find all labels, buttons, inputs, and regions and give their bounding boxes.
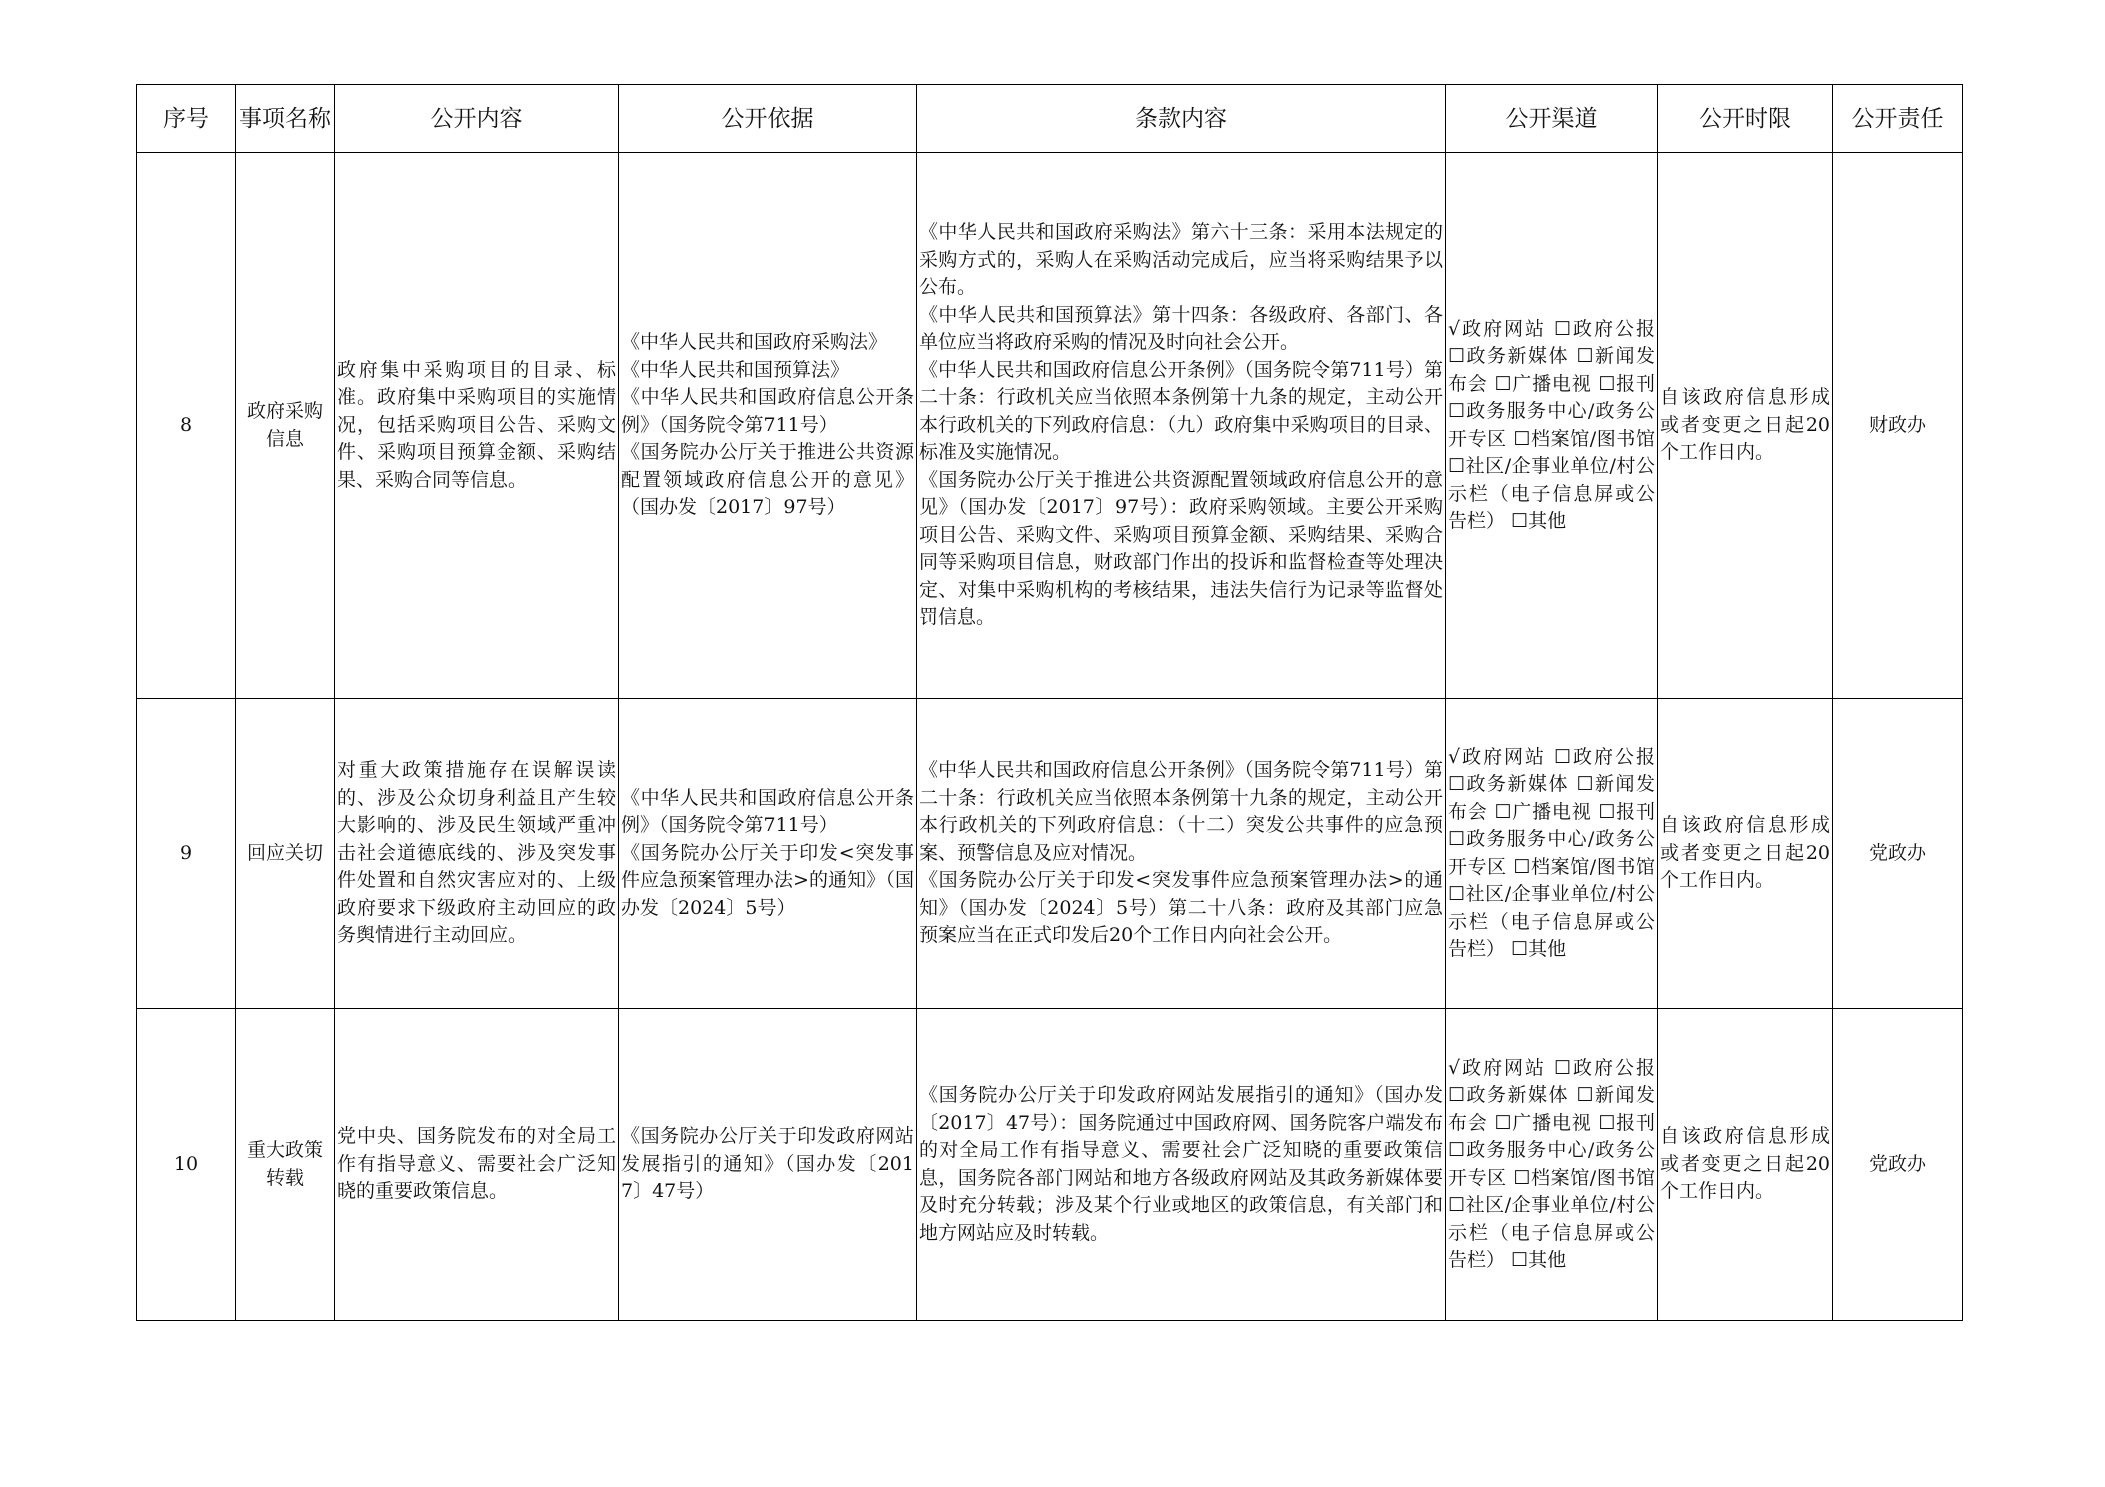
table-row xyxy=(137,153,1963,699)
header-clauses: 条款内容 xyxy=(917,85,1446,153)
header-basis: 公开依据 xyxy=(619,85,917,153)
row-index: 10 xyxy=(137,1009,236,1321)
header-channels: 公开渠道 xyxy=(1446,85,1658,153)
row-content: 政府集中采购项目的目录、标准。政府集中采购项目的实施情况，包括采购项目公告、采购文件、采购项目预算金额、采购结果、采购合同等信息。 xyxy=(335,153,619,699)
row-time-limit: 自该政府信息形成或者变更之日起20个工作日内。 xyxy=(1658,153,1833,699)
row-index: 9 xyxy=(137,699,236,1009)
row-clauses: 《中华人民共和国政府信息公开条例》（国务院令第711号）第二十条：行政机关应当依照本条例第十九条的规定，主动公开本行政机关的下列政府信息：（十二）突发公共事件的应急预案、预警信息及应对情况。 《国务院办公厅关于印发<突发事件应急预案管理办法>的通知》（国办发〔2024〕5号）第二十八条：政府及其部门应急预案应当在正式印发后20个工作日内向社会公开。 xyxy=(917,699,1446,1009)
row-responsibility: 党政办 xyxy=(1833,699,1963,1009)
row-channels: √政府网站 ☐政府公报 ☐政务新媒体 ☐新闻发布会 ☐广播电视 ☐报刊 ☐政务服务中心/政务公开专区 ☐档案馆/图书馆 ☐社区/企事业单位/村公示栏（电子信息屏或公告栏） ☐其他 xyxy=(1446,153,1658,699)
row-time-limit: 自该政府信息形成或者变更之日起20个工作日内。 xyxy=(1658,1009,1833,1321)
header-responsibility: 公开责任 xyxy=(1833,85,1963,153)
header-index: 序号 xyxy=(137,85,236,153)
header-time-limit: 公开时限 xyxy=(1658,85,1833,153)
row-responsibility: 党政办 xyxy=(1833,1009,1963,1321)
row-content: 党中央、国务院发布的对全局工作有指导意义、需要社会广泛知晓的重要政策信息。 xyxy=(335,1009,619,1321)
row-item-name: 回应关切 xyxy=(236,699,335,1009)
table-header-row xyxy=(137,85,1963,153)
disclosure-table xyxy=(136,84,1963,1321)
row-content: 对重大政策措施存在误解误读的、涉及公众切身利益且产生较大影响的、涉及民生领域严重冲击社会道德底线的、涉及突发事件处置和自然灾害应对的、上级政府要求下级政府主动回应的政务舆情进行主动回应。 xyxy=(335,699,619,1009)
row-clauses: 《国务院办公厅关于印发政府网站发展指引的通知》（国办发〔2017〕47号）：国务院通过中国政府网、国务院客户端发布的对全局工作有指导意义、需要社会广泛知晓的重要政策信息，国务院各部门网站和地方各级政府网站及其政务新媒体要及时充分转载；涉及某个行业或地区的政策信息，有关部门和地方网站应及时转载。 xyxy=(917,1009,1446,1321)
row-basis: 《国务院办公厅关于印发政府网站发展指引的通知》（国办发〔2017〕47号） xyxy=(619,1009,917,1321)
row-index: 8 xyxy=(137,153,236,699)
row-time-limit: 自该政府信息形成或者变更之日起20个工作日内。 xyxy=(1658,699,1833,1009)
row-responsibility: 财政办 xyxy=(1833,153,1963,699)
row-basis: 《中华人民共和国政府采购法》 《中华人民共和国预算法》 《中华人民共和国政府信息公开条例》（国务院令第711号） 《国务院办公厅关于推进公共资源配置领域政府信息公开的意见》（国办发〔2017〕97号） xyxy=(619,153,917,699)
header-content: 公开内容 xyxy=(335,85,619,153)
row-channels: √政府网站 ☐政府公报 ☐政务新媒体 ☐新闻发布会 ☐广播电视 ☐报刊 ☐政务服务中心/政务公开专区 ☐档案馆/图书馆 ☐社区/企事业单位/村公示栏（电子信息屏或公告栏） ☐其他 xyxy=(1446,1009,1658,1321)
table-row xyxy=(137,1009,1963,1321)
table-row xyxy=(137,699,1963,1009)
row-item-name: 重大政策转载 xyxy=(236,1009,335,1321)
header-item-name: 事项名称 xyxy=(236,85,335,153)
row-item-name: 政府采购信息 xyxy=(236,153,335,699)
row-channels: √政府网站 ☐政府公报 ☐政务新媒体 ☐新闻发布会 ☐广播电视 ☐报刊 ☐政务服务中心/政务公开专区 ☐档案馆/图书馆 ☐社区/企事业单位/村公示栏（电子信息屏或公告栏） ☐其他 xyxy=(1446,699,1658,1009)
row-clauses: 《中华人民共和国政府采购法》第六十三条：采用本法规定的采购方式的，采购人在采购活动完成后，应当将采购结果予以公布。 《中华人民共和国预算法》第十四条：各级政府、各部门、各单位应当将政府采购的情况及时向社会公开。 《中华人民共和国政府信息公开条例》（国务院令第711号）第二十条：行政机关应当依照本条例第十九条的规定，主动公开本行政机关的下列政府信息：（九）政府集中采购项目的目录、标准及实施情况。 《国务院办公厅关于推进公共资源配置领域政府信息公开的意见》（国办发〔2017〕97号）：政府采购领域。主要公开采购项目公告、采购文件、采购项目预算金额、采购结果、采购合同等采购项目信息，财政部门作出的投诉和监督检查等处理决定、对集中采购机构的考核结果，违法失信行为记录等监督处罚信息。 xyxy=(917,153,1446,699)
row-basis: 《中华人民共和国政府信息公开条例》（国务院令第711号） 《国务院办公厅关于印发<突发事件应急预案管理办法>的通知》（国办发〔2024〕5号） xyxy=(619,699,917,1009)
